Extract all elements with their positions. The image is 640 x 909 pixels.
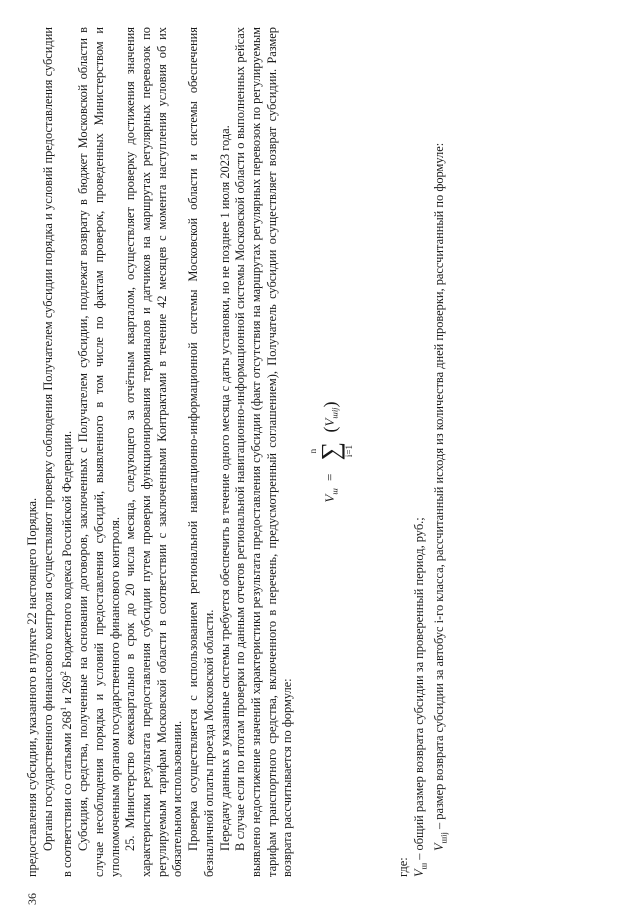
document-body <box>25 27 452 877</box>
sum-symbol: ∑ <box>316 441 346 461</box>
superscript: 2 <box>58 671 69 676</box>
formula-lhs-sub: ш <box>329 488 340 495</box>
formula-block <box>296 27 396 877</box>
paragraph-5: Проверка осуществляется с использованием региональной навигационно-информационной системы Московской области и системы обеспечения безналичной оплаты проезда Московской области. <box>186 27 216 877</box>
paragraph-3: Субсидия, средства, полученные на основании договоров, заключенных с Получателем субсидии, подлежат возврату в бюджет Московской области в случае несоблюдения порядка и условий предоставления субсидий, выявленного в том числе по фактам проверок, проведенных Министерством и уполномоченным органом государственного финансового контроля. <box>76 27 122 877</box>
where-label: где: <box>396 857 411 877</box>
formula-term: V <box>322 418 338 427</box>
definition-1-sub: ш <box>418 862 429 870</box>
formula: $V_ш$ = n ∑ i=1 $(V_{шij})$ <box>308 401 355 503</box>
definition-1-text: – общий размер возврата субсидии за проверенный период, руб.; <box>411 517 426 863</box>
formula-equals: = <box>322 473 338 481</box>
sum-upper-limit: n <box>308 448 319 454</box>
paragraph-1: предоставления субсидии, указанного в пункте 22 настоящего Порядка. <box>25 497 39 877</box>
definition-2-symbol: V <box>431 843 446 851</box>
definition-1 <box>412 27 432 877</box>
page-number: 36 <box>25 893 39 905</box>
definition-2 <box>432 27 452 877</box>
paragraph-7: В случае если по итогам проверки по данным отчетов региональной навигационно-информационной системы Московской области о выполненных рейсах выявлено недостижение значений характеристики результата предоставления субсидии (факт отсутствия на маршрутах регулярных перевозок по регулируемым тарифам транспортного средства, включенного в перечень, предусмотренный соглашением), Получатель субсидии осуществляет возврат субсидии. Размер возврата рассчитывается по формуле: <box>233 27 295 877</box>
paragraph-6: Передачу данных в указанные системы требуется обеспечить в течение одного месяца с даты установки, но не позднее 1 июля 2023 года. <box>217 125 232 851</box>
formula-lhs: V <box>322 494 338 503</box>
formula-term-sub: шij <box>329 407 340 419</box>
definition-2-sub: шij <box>438 832 449 844</box>
superscript: 1 <box>58 706 69 711</box>
paragraph-2: Органы государственного финансового контроля осуществляют проверку соблюдения Получателем субсидии порядка и условий предоставления субсидии в соответствии со статьями $268^1$ и $269^2$ Бюджетного кодекса Российской Федерации. <box>40 27 75 877</box>
sum-lower-limit: i=1 <box>344 445 355 458</box>
summation <box>308 442 354 461</box>
paragraph-4: 25. Министерство ежеквартально в срок до 20 числа месяца, следующего за отчётным кварталом, осуществляет проверку достижения значения характеристики результата предоставления субсидии путем проверки функционирования терминалов и датчиков на маршрутах регулярных перевозок по регулируемым тарифам Московской области в соответствии с заключенными Контрактами в течение 42 месяцев с момента наступления условия об их обязательном использовании. <box>123 27 185 877</box>
definition-2-text: – размер возврата субсидии за автобус i-го класса, рассчитанный исходя из количества дней проверки, рассчитанный по формуле: <box>431 142 446 833</box>
definition-1-symbol: V <box>411 869 426 877</box>
rotated-content <box>25 27 615 905</box>
